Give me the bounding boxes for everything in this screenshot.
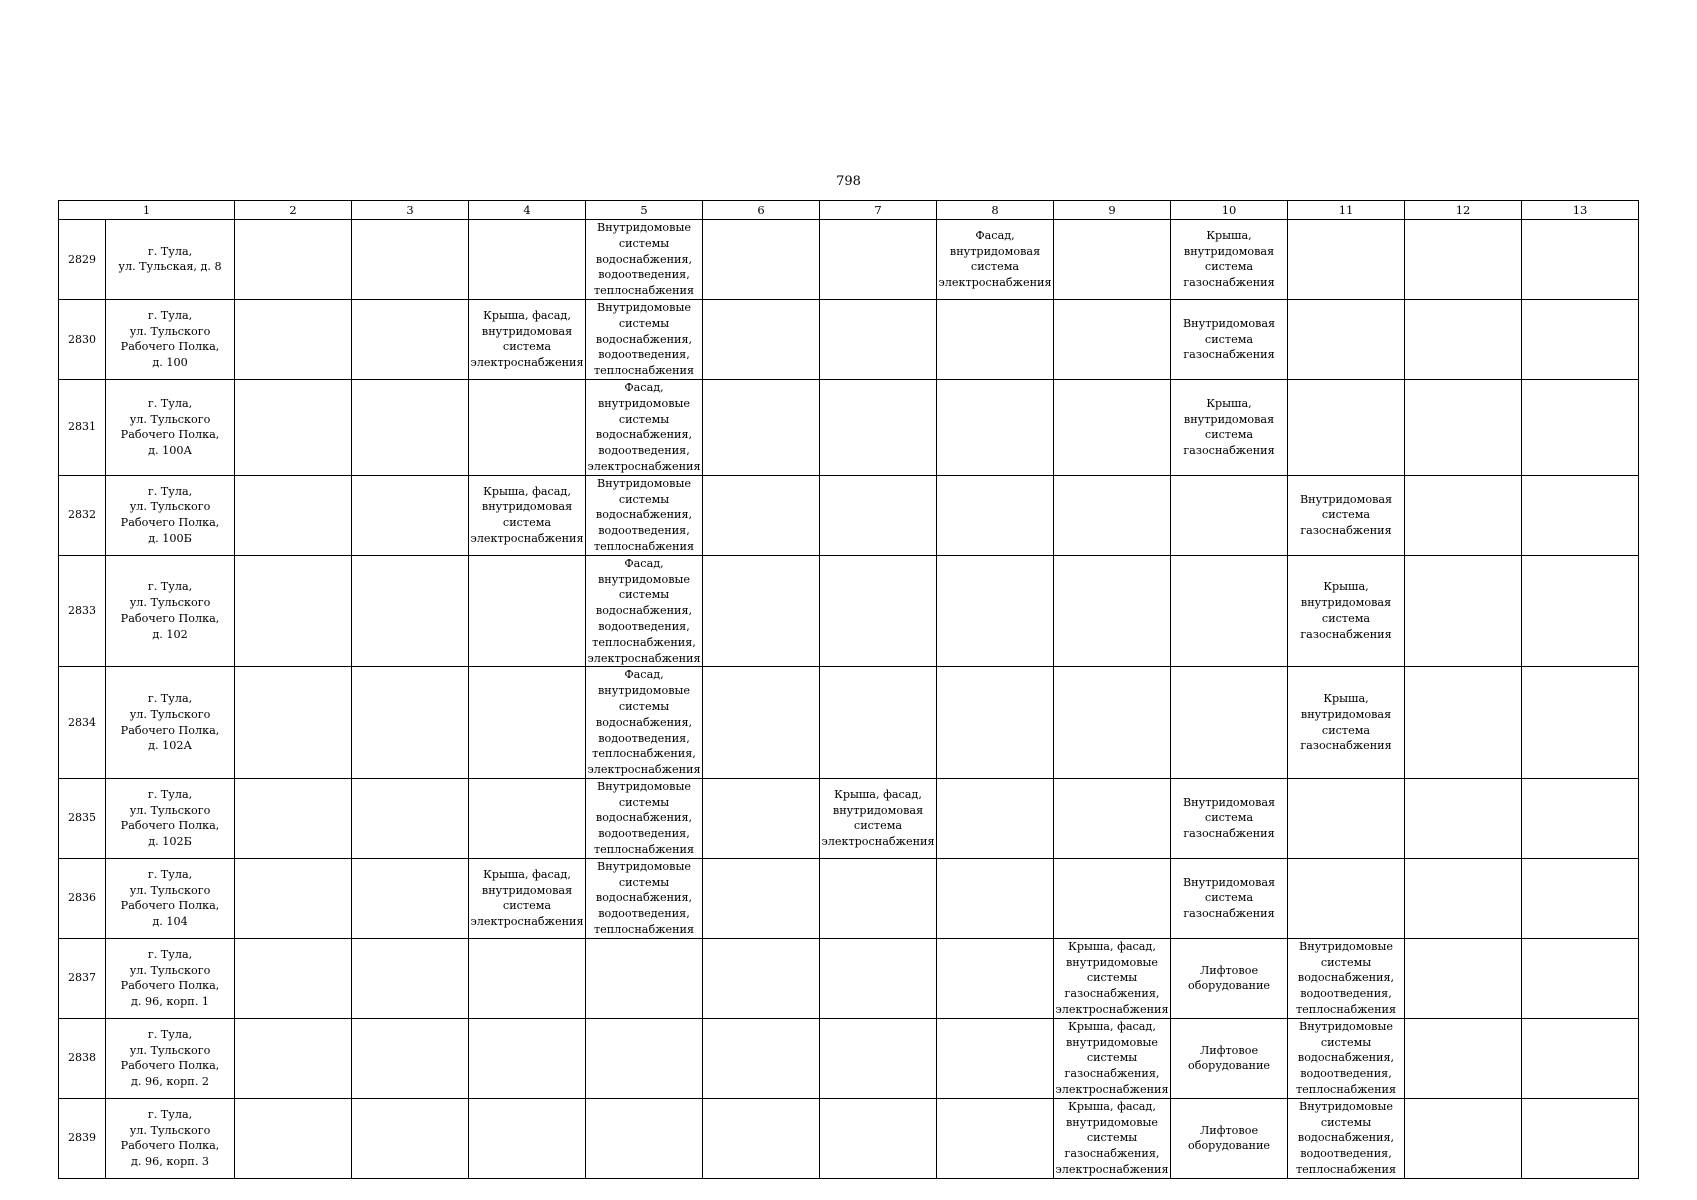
work-cell-col-9 [1054, 555, 1171, 667]
work-cell-col-11 [1288, 220, 1405, 300]
work-cell-col-11: Внутридомовые системы водоснабжения, водоотведения, теплоснабжения [1288, 938, 1405, 1018]
work-cell-col-4 [469, 555, 586, 667]
work-cell-col-2 [235, 475, 352, 555]
work-cell-col-9: Крыша, фасад, внутридомовые системы газоснабжения, электроснабжения [1054, 1098, 1171, 1178]
work-cell-col-13 [1522, 220, 1639, 300]
work-cell-col-10: Внутридомовая система газоснабжения [1171, 858, 1288, 938]
column-header: 1 [59, 201, 235, 220]
work-cell-col-12 [1405, 1098, 1522, 1178]
page-number: 798 [836, 174, 861, 189]
row-number-cell: 2838 [59, 1018, 106, 1098]
work-cell-col-13 [1522, 1018, 1639, 1098]
work-cell-col-5: Внутридомовые системы водоснабжения, водоотведения, теплоснабжения [586, 778, 703, 858]
work-cell-col-4 [469, 667, 586, 779]
work-cell-col-4 [469, 938, 586, 1018]
table-row [59, 555, 1639, 667]
work-cell-col-9 [1054, 475, 1171, 555]
work-cell-col-13 [1522, 555, 1639, 667]
column-header: 13 [1522, 201, 1639, 220]
work-cell-col-10: Внутридомовая система газоснабжения [1171, 778, 1288, 858]
work-cell-col-2 [235, 778, 352, 858]
work-cell-col-6 [703, 1018, 820, 1098]
table-row [59, 778, 1639, 858]
work-cell-col-4: Крыша, фасад, внутридомовая система электроснабжения [469, 858, 586, 938]
row-number-cell: 2831 [59, 379, 106, 475]
work-cell-col-12 [1405, 667, 1522, 779]
address-cell: г. Тула, ул. Тульского Рабочего Полка, д. 104 [106, 858, 235, 938]
work-cell-col-7 [820, 858, 937, 938]
work-cell-col-2 [235, 555, 352, 667]
work-cell-col-8 [937, 299, 1054, 379]
column-header: 9 [1054, 201, 1171, 220]
work-cell-col-3 [352, 299, 469, 379]
work-cell-col-5 [586, 1018, 703, 1098]
work-cell-col-5: Внутридомовые системы водоснабжения, водоотведения, теплоснабжения [586, 475, 703, 555]
address-cell: г. Тула, ул. Тульского Рабочего Полка, д. 100А [106, 379, 235, 475]
work-cell-col-9 [1054, 220, 1171, 300]
work-cell-col-6 [703, 555, 820, 667]
work-cell-col-7 [820, 220, 937, 300]
work-cell-col-8 [937, 1098, 1054, 1178]
work-cell-col-8: Фасад, внутридомовая система электроснабжения [937, 220, 1054, 300]
work-cell-col-11 [1288, 299, 1405, 379]
column-header: 5 [586, 201, 703, 220]
work-cell-col-13 [1522, 778, 1639, 858]
work-cell-col-2 [235, 379, 352, 475]
column-header: 4 [469, 201, 586, 220]
address-cell: г. Тула, ул. Тульского Рабочего Полка, д. 100 [106, 299, 235, 379]
work-cell-col-12 [1405, 299, 1522, 379]
table-row [59, 667, 1639, 779]
work-cell-col-7 [820, 475, 937, 555]
work-cell-col-9 [1054, 299, 1171, 379]
work-cell-col-11: Внутридомовая система газоснабжения [1288, 475, 1405, 555]
work-cell-col-2 [235, 220, 352, 300]
work-cell-col-4 [469, 778, 586, 858]
work-cell-col-13 [1522, 667, 1639, 779]
column-header: 12 [1405, 201, 1522, 220]
work-cell-col-13 [1522, 299, 1639, 379]
work-cell-col-4 [469, 1018, 586, 1098]
table-row [59, 475, 1639, 555]
work-cell-col-6 [703, 858, 820, 938]
work-cell-col-10: Внутридомовая система газоснабжения [1171, 299, 1288, 379]
column-header: 11 [1288, 201, 1405, 220]
row-number-cell: 2833 [59, 555, 106, 667]
work-cell-col-7: Крыша, фасад, внутридомовая система электроснабжения [820, 778, 937, 858]
work-cell-col-12 [1405, 1018, 1522, 1098]
work-cell-col-5 [586, 1098, 703, 1178]
work-cell-col-4 [469, 1098, 586, 1178]
work-cell-col-6 [703, 299, 820, 379]
column-header: 6 [703, 201, 820, 220]
work-cell-col-8 [937, 1018, 1054, 1098]
work-cell-col-6 [703, 379, 820, 475]
work-cell-col-3 [352, 1098, 469, 1178]
work-cell-col-3 [352, 1018, 469, 1098]
work-cell-col-3 [352, 938, 469, 1018]
work-cell-col-12 [1405, 858, 1522, 938]
address-cell: г. Тула, ул. Тульского Рабочего Полка, д. 96, корп. 3 [106, 1098, 235, 1178]
work-cell-col-8 [937, 475, 1054, 555]
work-cell-col-8 [937, 667, 1054, 779]
work-cell-col-11: Крыша, внутридомовая система газоснабжения [1288, 555, 1405, 667]
work-cell-col-9 [1054, 379, 1171, 475]
address-cell: г. Тула, ул. Тульская, д. 8 [106, 220, 235, 300]
work-cell-col-7 [820, 1098, 937, 1178]
work-cell-col-5: Фасад, внутридомовые системы водоснабжения, водоотведения, теплоснабжения, электроснабжения [586, 667, 703, 779]
work-cell-col-6 [703, 475, 820, 555]
work-cell-col-10 [1171, 555, 1288, 667]
address-cell: г. Тула, ул. Тульского Рабочего Полка, д. 100Б [106, 475, 235, 555]
work-cell-col-3 [352, 555, 469, 667]
work-cell-col-8 [937, 858, 1054, 938]
work-cell-col-7 [820, 1018, 937, 1098]
work-cell-col-2 [235, 299, 352, 379]
work-cell-col-3 [352, 858, 469, 938]
work-cell-col-9 [1054, 858, 1171, 938]
work-cell-col-8 [937, 379, 1054, 475]
work-cell-col-12 [1405, 220, 1522, 300]
row-number-cell: 2830 [59, 299, 106, 379]
column-header: 10 [1171, 201, 1288, 220]
address-cell: г. Тула, ул. Тульского Рабочего Полка, д. 102Б [106, 778, 235, 858]
table-row [59, 299, 1639, 379]
column-header: 2 [235, 201, 352, 220]
work-cell-col-11: Внутридомовые системы водоснабжения, водоотведения, теплоснабжения [1288, 1098, 1405, 1178]
row-number-cell: 2839 [59, 1098, 106, 1178]
column-header: 7 [820, 201, 937, 220]
work-cell-col-10: Лифтовое оборудование [1171, 1098, 1288, 1178]
work-cell-col-10 [1171, 667, 1288, 779]
work-cell-col-10: Крыша, внутридомовая система газоснабжения [1171, 220, 1288, 300]
work-cell-col-7 [820, 555, 937, 667]
work-cell-col-10: Лифтовое оборудование [1171, 1018, 1288, 1098]
work-cell-col-13 [1522, 938, 1639, 1018]
work-cell-col-2 [235, 667, 352, 779]
table-body [59, 220, 1639, 1179]
work-cell-col-3 [352, 379, 469, 475]
work-cell-col-13 [1522, 858, 1639, 938]
work-cell-col-8 [937, 938, 1054, 1018]
table-row [59, 1098, 1639, 1178]
work-cell-col-13 [1522, 1098, 1639, 1178]
work-cell-col-9: Крыша, фасад, внутридомовые системы газоснабжения, электроснабжения [1054, 1018, 1171, 1098]
work-cell-col-5: Внутридомовые системы водоснабжения, водоотведения, теплоснабжения [586, 858, 703, 938]
work-cell-col-8 [937, 778, 1054, 858]
table-row [59, 938, 1639, 1018]
work-cell-col-7 [820, 938, 937, 1018]
row-number-cell: 2836 [59, 858, 106, 938]
work-cell-col-3 [352, 778, 469, 858]
work-cell-col-4 [469, 220, 586, 300]
work-cell-col-11: Крыша, внутридомовая система газоснабжения [1288, 667, 1405, 779]
address-cell: г. Тула, ул. Тульского Рабочего Полка, д. 96, корп. 1 [106, 938, 235, 1018]
work-cell-col-10 [1171, 475, 1288, 555]
work-cell-col-13 [1522, 379, 1639, 475]
work-cell-col-12 [1405, 475, 1522, 555]
work-cell-col-3 [352, 667, 469, 779]
work-cell-col-2 [235, 1098, 352, 1178]
row-number-cell: 2837 [59, 938, 106, 1018]
work-cell-col-6 [703, 938, 820, 1018]
work-cell-col-2 [235, 858, 352, 938]
table-row [59, 220, 1639, 300]
column-header: 3 [352, 201, 469, 220]
address-cell: г. Тула, ул. Тульского Рабочего Полка, д. 102 [106, 555, 235, 667]
work-cell-col-4 [469, 379, 586, 475]
work-cell-col-5 [586, 938, 703, 1018]
work-cell-col-9 [1054, 667, 1171, 779]
row-number-cell: 2835 [59, 778, 106, 858]
work-cell-col-5: Фасад, внутридомовые системы водоснабжения, водоотведения, теплоснабжения, электроснабжения [586, 555, 703, 667]
work-cell-col-11: Внутридомовые системы водоснабжения, водоотведения, теплоснабжения [1288, 1018, 1405, 1098]
work-cell-col-12 [1405, 778, 1522, 858]
work-cell-col-10: Крыша, внутридомовая система газоснабжения [1171, 379, 1288, 475]
register-table [58, 200, 1639, 1179]
work-cell-col-12 [1405, 555, 1522, 667]
work-cell-col-13 [1522, 475, 1639, 555]
row-number-cell: 2834 [59, 667, 106, 779]
work-cell-col-9: Крыша, фасад, внутридомовые системы газоснабжения, электроснабжения [1054, 938, 1171, 1018]
work-cell-col-6 [703, 667, 820, 779]
work-cell-col-2 [235, 1018, 352, 1098]
work-cell-col-6 [703, 1098, 820, 1178]
work-cell-col-4: Крыша, фасад, внутридомовая система электроснабжения [469, 299, 586, 379]
work-cell-col-4: Крыша, фасад, внутридомовая система электроснабжения [469, 475, 586, 555]
work-cell-col-10: Лифтовое оборудование [1171, 938, 1288, 1018]
work-cell-col-7 [820, 667, 937, 779]
work-cell-col-5: Внутридомовые системы водоснабжения, водоотведения, теплоснабжения [586, 299, 703, 379]
work-cell-col-2 [235, 938, 352, 1018]
work-cell-col-12 [1405, 379, 1522, 475]
work-cell-col-11 [1288, 379, 1405, 475]
row-number-cell: 2832 [59, 475, 106, 555]
address-cell: г. Тула, ул. Тульского Рабочего Полка, д. 102А [106, 667, 235, 779]
table-row [59, 858, 1639, 938]
work-cell-col-6 [703, 778, 820, 858]
work-cell-col-7 [820, 379, 937, 475]
column-number-header-row [59, 201, 1639, 220]
work-cell-col-11 [1288, 858, 1405, 938]
work-cell-col-8 [937, 555, 1054, 667]
work-cell-col-9 [1054, 778, 1171, 858]
table-row [59, 1018, 1639, 1098]
work-cell-col-12 [1405, 938, 1522, 1018]
work-cell-col-6 [703, 220, 820, 300]
work-cell-col-7 [820, 299, 937, 379]
work-cell-col-3 [352, 475, 469, 555]
table-row [59, 379, 1639, 475]
row-number-cell: 2829 [59, 220, 106, 300]
column-header: 8 [937, 201, 1054, 220]
address-cell: г. Тула, ул. Тульского Рабочего Полка, д. 96, корп. 2 [106, 1018, 235, 1098]
work-cell-col-5: Фасад, внутридомовые системы водоснабжения, водоотведения, электроснабжения [586, 379, 703, 475]
work-cell-col-3 [352, 220, 469, 300]
work-cell-col-5: Внутридомовые системы водоснабжения, водоотведения, теплоснабжения [586, 220, 703, 300]
work-cell-col-11 [1288, 778, 1405, 858]
